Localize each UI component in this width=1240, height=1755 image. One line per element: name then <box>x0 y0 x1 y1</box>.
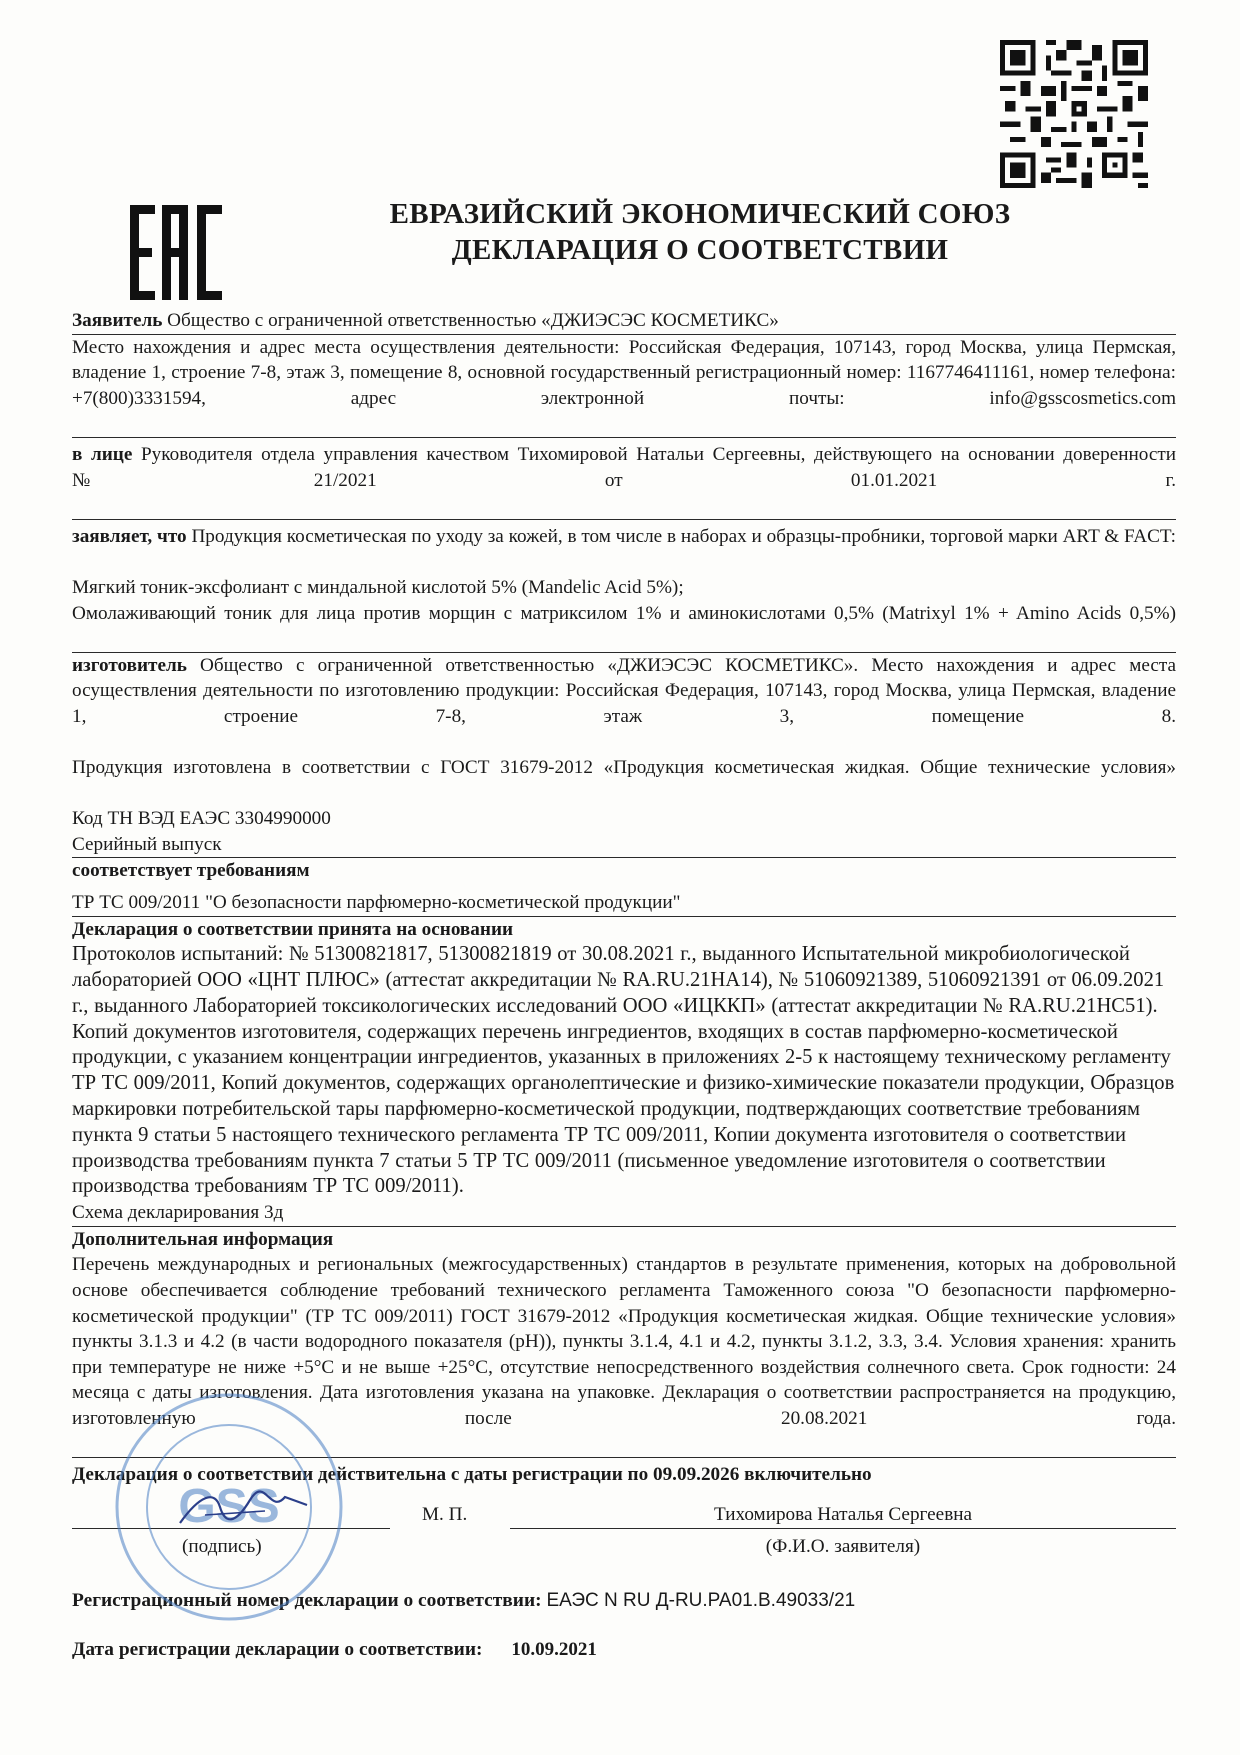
manufacturer-standard: Продукция изготовлена в соответствии с ГОСТ 31679-2012 «Продукция косметическая жидкая. Общие технические условия» <box>72 757 1176 779</box>
requirements-section <box>72 858 1176 916</box>
document-title-union: ЕВРАЗИЙСКИЙ ЭКОНОМИЧЕСКИЙ СОЮЗ <box>389 198 1011 230</box>
representative-text: Руководителя отдела управления качеством Тихомировой Натальи Сергеевны, действующего на основании доверенности №21/2021 от 01.01.2021 г. <box>72 443 1176 491</box>
validity-text: Декларация о соответствии действительна с даты регистрации по 09.09.2026 включительно <box>72 1464 872 1486</box>
declares-text: Продукция косметическая по уходу за кожей, в том числе в наборах и образцы-пробники, торговой марки ART & FACT: <box>186 525 1176 547</box>
manufacturer-label: изготовитель <box>72 654 187 676</box>
applicant-name: Общество с ограниченной ответственностью «ДЖИЭСЭС КОСМЕТИКС» <box>162 310 779 331</box>
declares-intro <box>72 524 1176 575</box>
registration-date-label: Дата регистрации декларации о соответствии: <box>72 1639 483 1661</box>
applicant-label: Заявитель <box>72 310 163 331</box>
declares-section <box>72 520 1176 653</box>
representative-section <box>72 438 1176 520</box>
basis-section <box>72 917 1176 1227</box>
signature-caption: (подпись) <box>182 1535 262 1557</box>
additional-label: Дополнительная информация <box>72 1228 334 1250</box>
representative-label: в лице <box>72 443 133 465</box>
manufacturer-section <box>72 653 1176 859</box>
applicant-address: Место нахождения и адрес места осуществления деятельности: Российская Федерация, 107143, город Москва, улица Пермская, владение 1, строение 7-8, этаж 3, помещение 8, основной государственный регистрационный номер: 1167746411161, номер телефона: +7(800)3331594, адрес электронной почты: info@gsscosmetics.com <box>72 335 1176 438</box>
declaration-scheme: Схема декларирования 3д <box>72 1202 284 1224</box>
series-info: Серийный выпуск <box>72 833 222 855</box>
signer-name-caption: (Ф.И.О. заявителя) <box>765 1535 921 1557</box>
declares-label: заявляет, что <box>72 525 187 547</box>
additional-text: Перечень международных и региональных (межгосударственных) стандартов в результате применения, которых на добровольной основе обеспечивается соблюдение требований технического регламента Таможенного союза "О безопасности парфюмерно-косметической продукции" (ТР ТС 009/2011) ГОСТ 31679-2012 «Продукция косметическая жидкая. Общие технические условия» пункты 3.1.3 и 4.2 (в части водородного показателя (pH)), пункты 3.1.4, 4.1 и 4.2, пункты 3.1.2, 3.3, 3.4. Условия хранения: хранить при температуре не ниже +5°С и не выше +25°С, отсутствие непосредственного воздействия солнечного света. Срок годности: 24 месяца с даты изготовления. Дата изготовления указана на упаковке. Декларация о соответствии распространяется на продукцию, изготовленную после 20.08.2021 года. <box>72 1254 1176 1429</box>
signer-name-line <box>510 1528 1176 1529</box>
registration-date-value: 10.09.2021 <box>511 1639 597 1661</box>
document-title-declaration: ДЕКЛАРАЦИЯ О СООТВЕТСТВИИ <box>451 234 949 266</box>
hs-code: Код ТН ВЭД ЕАЭС 3304990000 <box>72 808 331 830</box>
eac-logo-icon <box>130 205 222 300</box>
manufacturer-text: Общество с ограниченной ответственностью «ДЖИЭСЭС КОСМЕТИКС». Место нахождения и адрес места осуществления деятельности по изготовлению продукции: Российская Федерация, 107143, город Москва, улица Пермская, владение 1, строение 7-8, этаж 3, помещение 8. <box>72 654 1176 727</box>
requirements-label: соответствует требованиям <box>72 860 310 882</box>
registration-date-row <box>72 1637 1176 1663</box>
signer-name: Тихомирова Наталья Сергеевна <box>713 1503 973 1525</box>
requirements-text: ТР ТС 009/2011 "О безопасности парфюмерно-косметической продукции" <box>72 892 681 914</box>
manufacturer-info <box>72 653 1176 755</box>
registration-number-label: Регистрационный номер декларации о соответствии: <box>72 1589 542 1611</box>
seal-caption: М. П. <box>422 1503 468 1525</box>
qr-code-icon <box>1000 40 1148 188</box>
basis-label: Декларация о соответствии принята на основании <box>72 918 514 940</box>
registration-number-value: ЕАЭС N RU Д-RU.PA01.В.49033/21 <box>546 1589 856 1611</box>
seal-stamp-text: GSS <box>178 1480 280 1533</box>
handwritten-signature-icon <box>175 1485 315 1530</box>
basis-text: Протоколов испытаний: № 51300821817, 51300821819 от 30.08.2021 г., выданного Испытательной микробиологической лабораторией ООО «ЦНТ ПЛЮС» (аттестат аккредитации № RA.RU.21НА14), № 51060921389, 51060921391 от 06.09.2021 г., выданного Лабораторией токсикологических исследований ООО «ИЦККП» (аттестат аккредитации № RA.RU.21НС51). Копий документов изготовителя, содержащих перечень ингредиентов, входящих в состав парфюмерно-косметической продукции, с указанием концентрации ингредиентов, указанных в приложениях 2-5 к настоящему техническому регламенту ТР ТС 009/2011, Копий документов, содержащих органолептические и физико-химические показатели продукции, Образцов маркировки потребительской тары парфюмерно-косметической продукции, подтверждающих соответствие требованиям пункта 9 статьи 5 настоящего технического регламента ТР ТС 009/2011, Копии документа изготовителя о соответствии производства требованиям пункта 7 статьи 5 ТР ТС 009/2011 (письменное уведомление изготовителя о соответствии производства требованиям ТР ТС 009/2011). <box>72 943 1175 1198</box>
product-1: Мягкий тоник-эксфолиант с миндальной кислотой 5% (Mandelic Acid 5%); <box>72 576 684 598</box>
applicant-row <box>72 308 1176 335</box>
product-2: Омолаживающий тоник для лица против морщин с матриксилом 1% и аминокислотами 0,5% (Matrixyl 1% + Amino Acids 0,5%) <box>72 602 1176 624</box>
